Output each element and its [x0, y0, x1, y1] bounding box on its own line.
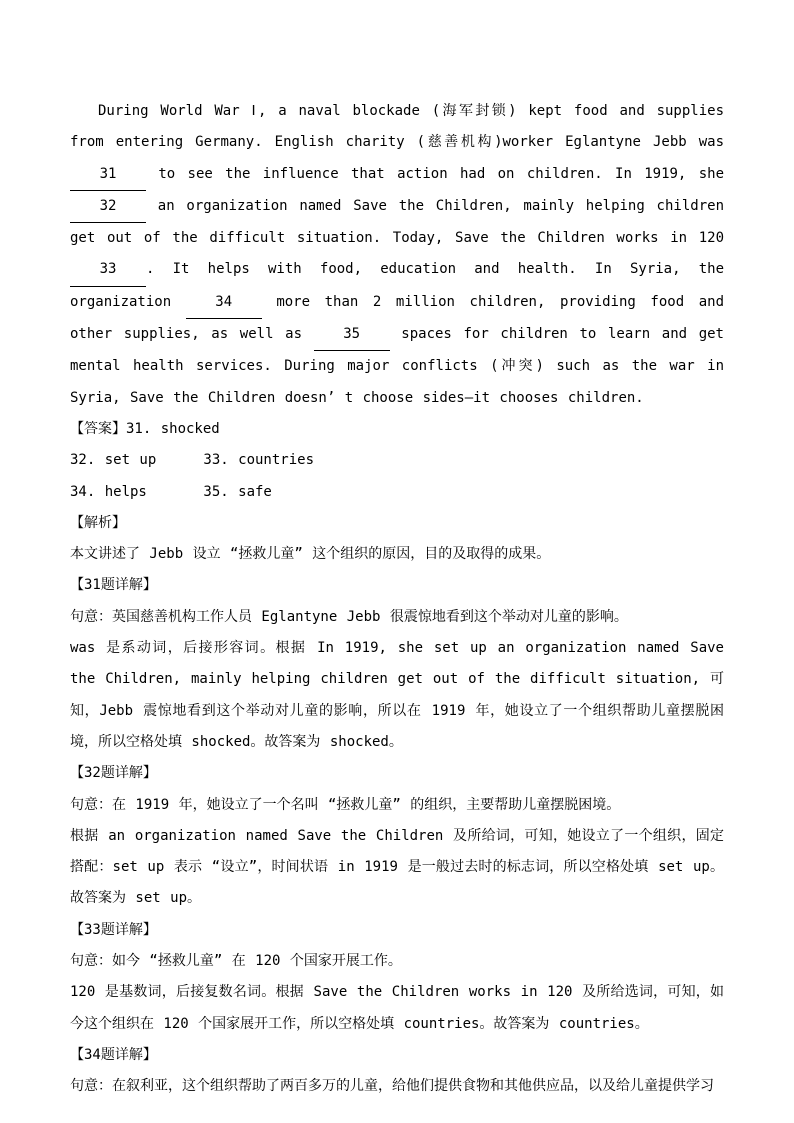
cloze-blank-33: 33	[70, 254, 146, 286]
cloze-blank-32: 32	[70, 191, 146, 223]
explanation-paragraph: 句意：如今 “拯救儿童” 在 120 个国家开展工作。	[70, 953, 402, 970]
explanation-header-31: 【31题详解】	[70, 577, 157, 594]
explanation-header-34: 【34题详解】	[70, 1046, 157, 1063]
cloze-blank-35: 35	[314, 319, 390, 351]
explanation-paragraph: 句意：在叙利亚，这个组织帮助了两百多万的儿童，给他们提供食物和其他供应品，以及给儿童提供学习	[70, 1078, 714, 1095]
explanation-paragraph: 根据 an organization named Save the Children 及所给词，可知，她设立了一个组织，固定搭配：set up 表示 “设立”，时间状语 in 1919 是一般过去时的标志词，所以空格处填 set up。故答案为 set up。	[70, 827, 724, 907]
explanation-header-32: 【32题详解】	[70, 765, 157, 782]
explanation-paragraph: 句意：在 1919 年，她设立了一个名叫 “拯救儿童” 的组织，主要帮助儿童摆脱困境。	[70, 796, 621, 813]
explanation-paragraph: was 是系动词，后接形容词。根据 In 1919, she set up an organization named Save the Children, mainly helping children get out of the difficult situation, 可知，Jebb 震惊地看到这个举动对儿童的影响，所以在 1919 年，她设立了一个组织帮助儿童摆脱困境，所以空格处填 shocked。故答案为 shocked。	[70, 640, 724, 750]
cloze-passage: During World War Ⅰ, a naval blockade (海军封锁) kept food and supplies from entering Germany. English charity (慈善机构)worker Eglantyne Jebb was 31 to see the influence that action had on children. In 1919, she 32 an organization named Save the Children, mainly helping children get out of the difficult situation. Today, Save the Children works in 120 33 . It helps with food, education and health. In Syria, the organization 34 more than 2 million children, providing food and other supplies, as well as 35 spaces for children to learn and get mental health services. During major conflicts (冲突) such as the war in Syria, Save the Children doesn’ t choose sides—it chooses children.	[70, 103, 724, 406]
explanation-paragraph: 120 是基数词，后接复数名词。根据 Save the Children works in 120 及所给选词，可知，如今这个组织在 120 个国家展开工作，所以空格处填 countries。故答案为 countries。	[70, 984, 724, 1032]
analysis-body: 本文讲述了 Jebb 设立 “拯救儿童” 这个组织的原因，目的及取得的成果。	[70, 546, 551, 563]
answers-line-1: 【答案】31. shocked	[70, 420, 220, 437]
answers-line-3: 34. helps 35. safe	[70, 483, 272, 500]
explanation-header-33: 【33题详解】	[70, 921, 157, 938]
explanation-paragraph: 句意：英国慈善机构工作人员 Eglantyne Jebb 很震惊地看到这个举动对儿童的影响。	[70, 608, 628, 625]
cloze-blank-31: 31	[70, 159, 146, 191]
answers-line-2: 32. set up 33. countries	[70, 452, 315, 469]
explanations-section	[70, 570, 724, 1102]
analysis-header: 【解析】	[70, 514, 126, 531]
cloze-blank-34: 34	[186, 287, 262, 319]
